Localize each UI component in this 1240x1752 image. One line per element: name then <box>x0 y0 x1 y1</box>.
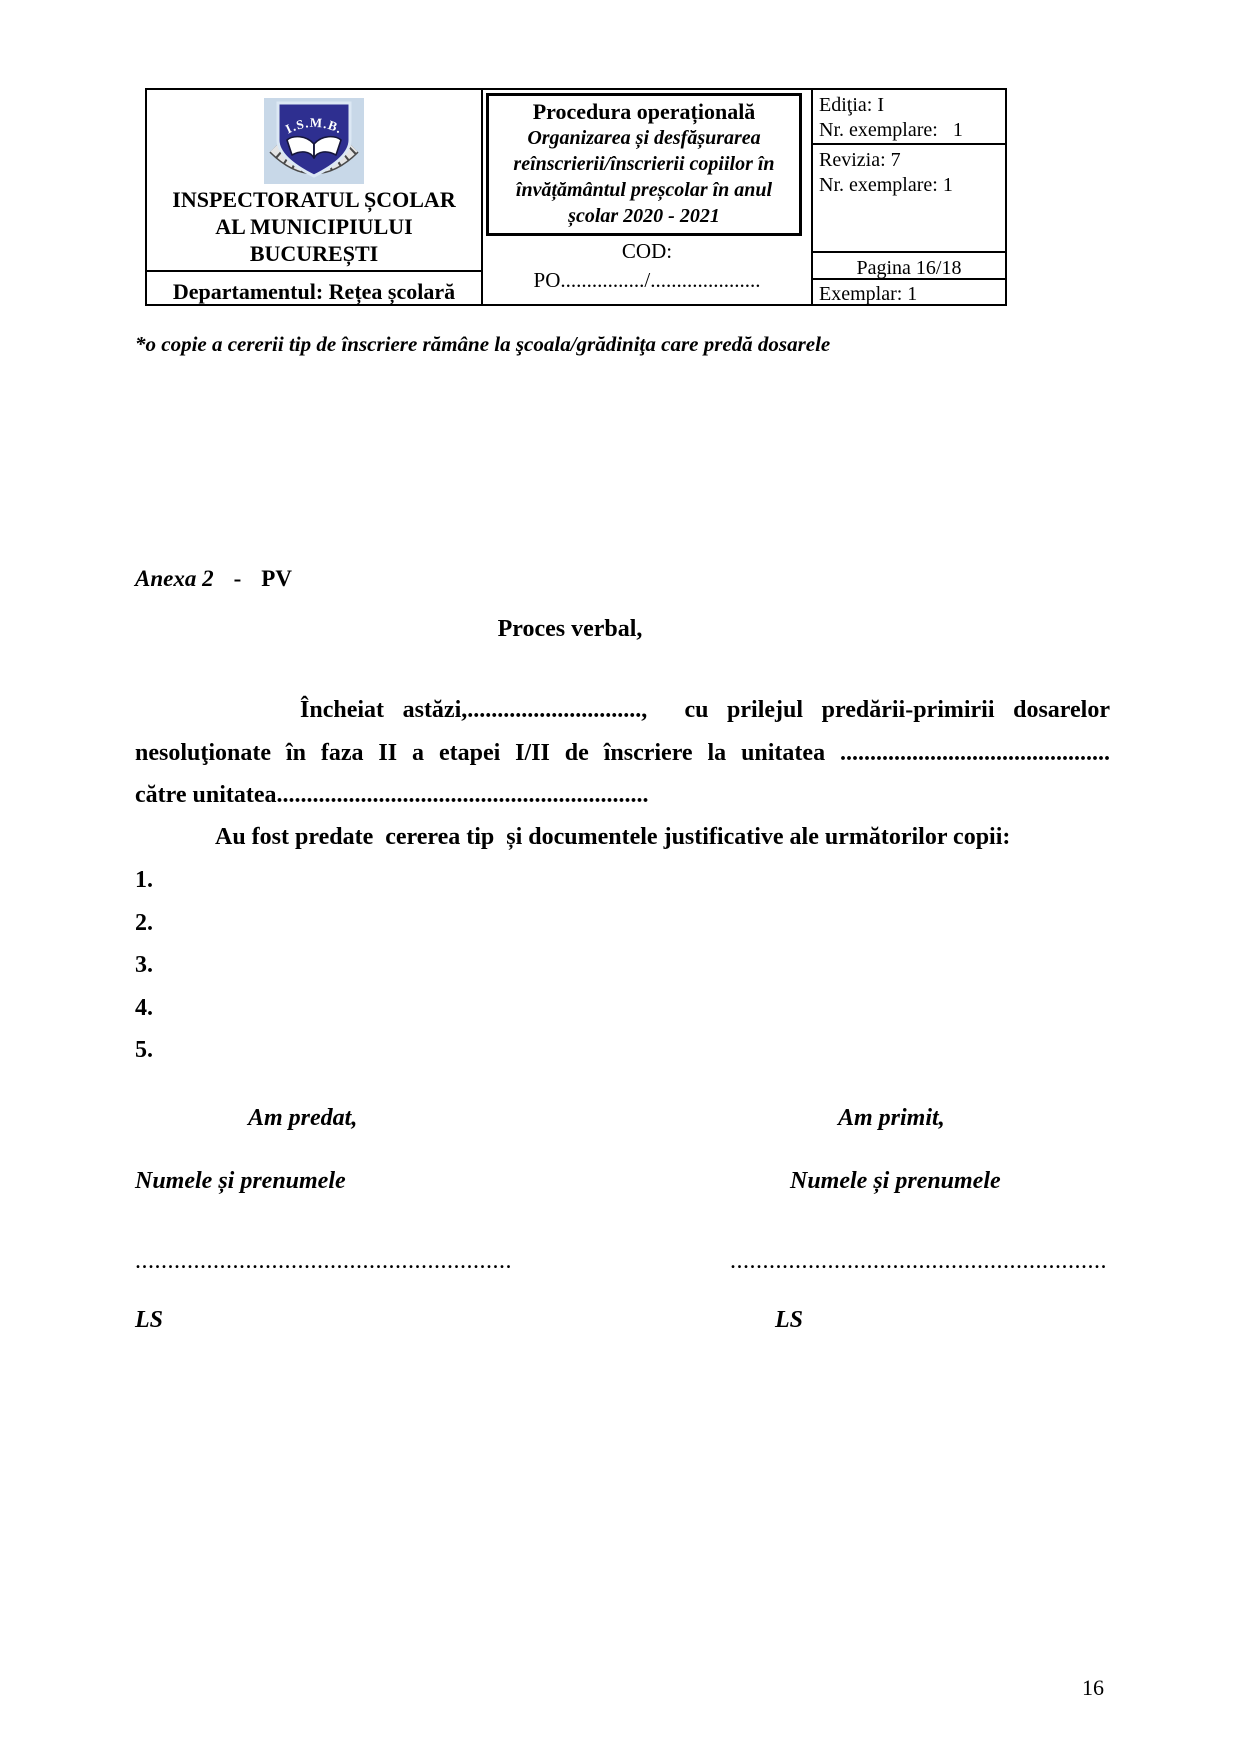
anexa-dash: - <box>233 566 242 591</box>
meta-editia: Ediţia: I <box>819 94 884 116</box>
procedure-subtitle-line-4: școlar 2020 - 2021 <box>568 205 720 227</box>
procedure-subtitle-line-2: reînscrierii/înscrierii copiilor în <box>513 153 775 175</box>
paragraph-line-3: către unitatea.............................................................. <box>135 782 649 808</box>
name-label-left: Numele și prenumele <box>135 1168 346 1194</box>
header-meta-cell <box>813 90 1005 304</box>
footnote: *o copie a cererii tip de înscriere rămâne la şcoala/grădiniţa care predă dosarele <box>135 332 831 356</box>
ls-right: LS <box>775 1307 804 1333</box>
procedure-title-box <box>486 93 802 236</box>
paragraph-line-2: nesoluţionate în faza II a etapei I/II de înscriere la unitatea ............................................. <box>135 739 1110 766</box>
list-item-5: 5. <box>135 1037 153 1063</box>
anexa-heading <box>135 566 292 592</box>
paragraph-line-1: Încheiat astăzi,............................., cu prilejul predării-primirii dosarelor <box>300 697 1110 723</box>
procedure-subtitle-line-3: învățământul preșcolar în anul <box>515 179 773 201</box>
procedure-subtitle-line-1: Organizarea și desfășurarea <box>527 127 761 149</box>
meta-nr-exemplare-2: Nr. exemplare: 1 <box>819 174 953 196</box>
header-table <box>145 88 1007 306</box>
predate-line: Au fost predate cererea tip și documentele justificative ale următorilor copii: <box>215 824 1011 850</box>
meta-exemplar: Exemplar: 1 <box>819 283 918 305</box>
meta-revizia: Revizia: 7 <box>819 149 901 171</box>
name-label-right: Numele și prenumele <box>790 1168 1001 1194</box>
signature-right-role: Am primit, <box>838 1105 945 1131</box>
cod-value: PO................/..................... <box>533 268 761 292</box>
list-item-1: 1. <box>135 867 153 893</box>
procedure-title: Procedura operațională <box>532 99 756 124</box>
header-org-cell <box>147 90 483 304</box>
cod-label: COD: <box>621 239 673 263</box>
crest-monogram: I.S.M.B. <box>282 114 346 137</box>
meta-pagina: Pagina 16/18 <box>813 253 1005 280</box>
org-name-line-3: BUCUREȘTI <box>249 241 379 266</box>
proces-verbal-paragraph <box>135 689 1110 817</box>
header-procedure-cell <box>483 90 813 304</box>
org-name-line-1: INSPECTORATUL ȘCOLAR <box>172 187 456 212</box>
list-item-3: 3. <box>135 952 153 978</box>
ls-left: LS <box>135 1307 164 1333</box>
meta-nr-exemplare-1: Nr. exemplare: 1 <box>819 119 963 141</box>
anexa-label: Anexa 2 <box>135 566 214 591</box>
org-name-line-2: AL MUNICIPIULUI <box>215 214 413 239</box>
list-item-2: 2. <box>135 909 153 936</box>
signature-dots-left: .......................................................... <box>135 1248 512 1274</box>
signature-left-role: Am predat, <box>248 1105 358 1131</box>
proces-verbal-title: Proces verbal, <box>497 616 643 642</box>
anexa-pv: PV <box>261 566 292 591</box>
list-item-4: 4. <box>135 994 153 1021</box>
page-number: 16 <box>1082 1675 1104 1700</box>
department-cell: Departamentul: Rețea școlară <box>147 270 481 304</box>
children-list <box>135 859 153 1072</box>
signature-dots-right: .......................................................... <box>730 1248 1107 1274</box>
ismb-crest-logo <box>147 98 481 191</box>
